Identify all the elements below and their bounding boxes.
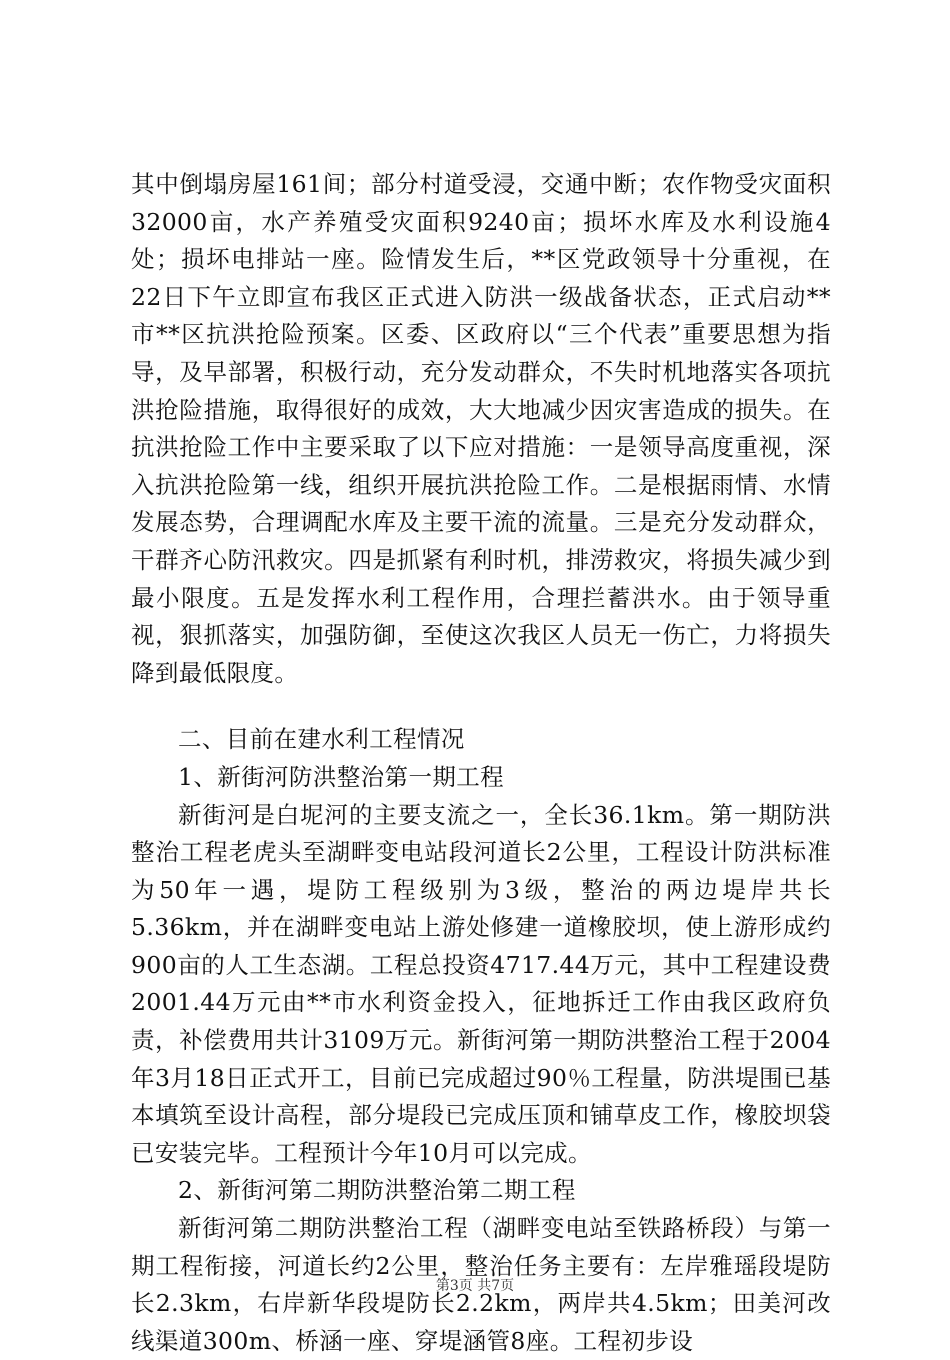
section-heading-projects: 二、目前在建水利工程情况: [178, 725, 465, 754]
paragraph-flood-response: 其中倒塌房屋161间；部分村道受浸，交通中断；农作物受灾面积32000亩，水产养殖受灾面积9240亩；损坏水库及水利设施4处；损坏电排站一座。险情发生后，**区党政领导十分重视，在22日下午立即宣布我区正式进入防洪一级战备状态，正式启动**市**区抗洪抢险预案。区委、区政府以“三个代表”重要思想为指导，及早部署，积极行动，充分发动群众，不失时机地落实各项抗洪抢险措施，取得很好的成效，大大地减少因灾害造成的损失。在抗洪抢险工作中主要采取了以下应对措施：一是领导高度重视，深入抗洪抢险第一线，组织开展抗洪抢险工作。二是根据雨情、水情发展态势，合理调配水库及主要干流的流量。三是充分发动群众，干群齐心防汛救灾。四是抓紧有利时机，排涝救灾，将损失减少到最小限度。五是发挥水利工程作用，合理拦蓄洪水。由于领导重视，狠抓落实，加强防御，至使这次我区人员无一伤亡，力将损失降到最低限度。: [131, 170, 831, 687]
subsection-heading-phase-two: 2、新街河第二期防洪整治第二期工程: [178, 1176, 576, 1205]
document-body: [131, 166, 831, 1360]
paragraph-phase-one: 新街河是白坭河的主要支流之一，全长36.1km。第一期防洪整治工程老虎头至湖畔变电站段河道长2公里，工程设计防洪标准为50年一遇，堤防工程级别为3级，整治的两边堤岸共长5.36km，并在湖畔变电站上游处修建一道橡胶坝，使上游形成约900亩的人工生态湖。工程总投资4717.44万元，其中工程建设费2001.44万元由**市水利资金投入，征地拆迁工作由我区政府负责，补偿费用共计3109万元。新街河第一期防洪整治工程于2004年3月18日正式开工，目前已完成超过90％工程量，防洪堤围已基本填筑至设计高程，部分堤段已完成压顶和铺草皮工作，橡胶坝袋已安装完毕。工程预计今年10月可以完成。: [131, 800, 831, 1167]
page-number: 第3页 共7页: [435, 1278, 515, 1294]
subsection-heading-phase-one: 1、新街河防洪整治第一期工程: [178, 762, 505, 791]
paragraph-phase-two: 新街河第二期防洪整治工程（湖畔变电站至铁路桥段）与第一期工程衔接，河道长约2公里，整治任务主要有：左岸雅瑶段堤防长2.3km，右岸新华段堤防长2.2km，两岸共4.5km；田美河改线渠道300m、桥涵一座、穿堤涵管8座。工程初步设: [131, 1214, 831, 1355]
